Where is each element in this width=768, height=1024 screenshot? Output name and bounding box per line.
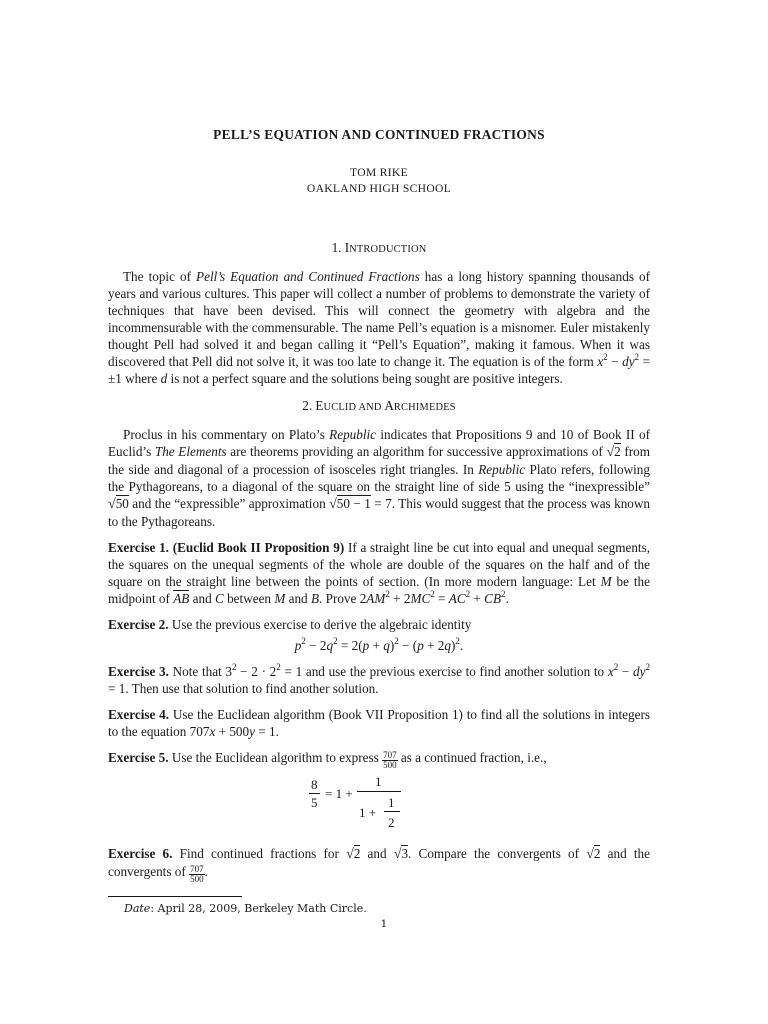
section-heading-euclid-archimedes: 2. EUCLID AND ARCHIMEDES [302,398,456,413]
euclid-paragraph: Proclus in his commentary on Plato’s Republic indicates that Propositions 9 and 10 of Book II of Euclid’s The Elements are theorems providing an algorithm for successive approximations of √2 from the side and diagonal of a procession of isosceles right triangles. In Republic Plato refers, following the Pythagoreans, to a diagonal of the square on the straight line of side 5 using the “inexpressible” √50 and the “expressible” approximation √50 − 1 = 7. This would suggest that the process was known to the Pythagoreans. [108,427,651,529]
footnote-rule [108,896,242,897]
author-name: TOM RIKE [350,166,408,179]
paper-title: PELL’S EQUATION AND CONTINUED FRACTIONS [213,127,545,142]
exercise-3: Exercise 3. Note that $3^2 - 2 \cdot 2^2 = 1$ and use the previous exercise to find another solution to $x^2 - dy^2 = 1$. Then use that solution to find another solution. [108,661,650,696]
exercise-4: Exercise 4. Use the Euclidean algorithm (Book VII Proposition 1) to find all the solutions in integers to the equation 707x + 500y = 1. [108,707,650,739]
continued-fraction-example: 8 5 = 1 + 1 1 1 + 2 [309,774,449,836]
exercise-6: Exercise 6. Find continued fractions for √2 and √3. Compare the convergents of √2 and the convergents of $\frac{707}{500}$ . [108,846,650,884]
identity-equation: $p^2 - 2q^2 = 2(p + q)^2 - (p + 2q)^2$. [294,635,464,653]
author-affiliation: OAKLAND HIGH SCHOOL [306,182,452,195]
footnote-date: Date: April 28, 2009, Berkeley Math Circle. [124,902,367,915]
exercise-1: Exercise 1. (Euclid Book II Proposition 9) If a straight line be cut into equal and unequal segments, the squares on the unequal segments of the whole are double of the squares on the half and of the square on the straight line between the points of section. (In more modern language: Let M be the midpoint of AB and C between M and B. Prove $2AM^2 + 2MC^2 = AC^2 + CB^2$. [108,540,651,606]
section-heading-introduction: 1. INTRODUCTION [331,240,427,255]
author-block [108,165,650,197]
intro-paragraph: The topic of Pell’s Equation and Continued Fractions has a long history spanning thousands of years and various cultures. This paper will collect a number of problems to demonstrate the variety of techniques that have been devised. This will connect the geometry with algebra and the incommensurable with the commensurable. The name Pell’s equation is a misnomer. Euler mistakenly thought Pell had solved it and began calling it “Pell’s Equation”, making it famous. When it was discovered that Pell did not solve it, it was too late to change it. The equation is of the form $x^2 - dy^2 = \pm 1$ where d is not a perfect square and the solutions being sought are positive integers. [108,269,651,386]
fraction-707-500: $\frac{707}{500}$ [383,750,397,770]
page-number: 1 [380,918,388,930]
exercise-2: Exercise 2. Use the previous exercise to derive the algebraic identity [108,617,472,632]
exercise-5: Exercise 5. Use the Euclidean algorithm to express $\frac{707}{500}$ as a continued fraction, i.e., [108,750,547,770]
